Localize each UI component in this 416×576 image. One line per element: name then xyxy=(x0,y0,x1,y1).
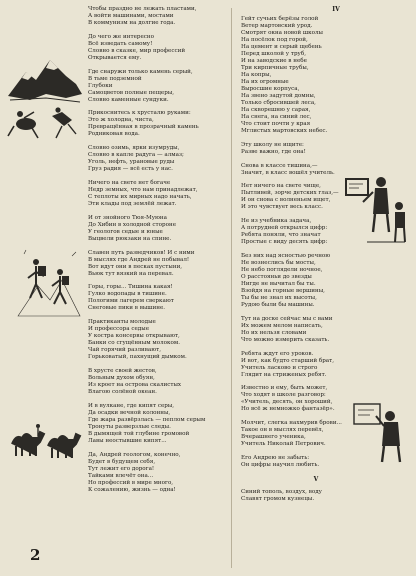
verse-line: И на заводские в небе xyxy=(241,58,307,64)
verse-line: Известно и ему, быть может, xyxy=(241,385,328,392)
verse-line: Вот идут они в песках пустыни, xyxy=(88,263,183,270)
verse-line: Да осадки вечной колонны, xyxy=(88,409,171,416)
verse-line: Уголь, нефть, урановые руды xyxy=(88,159,175,166)
verse-line: Молчит, слегка нахмурив брови... xyxy=(241,420,342,427)
stanza xyxy=(241,16,391,135)
verse-line: Самоцветов полные пещеры, xyxy=(88,89,175,96)
stanza xyxy=(88,250,220,278)
verse-line: Выросшие корпуса, xyxy=(241,86,300,92)
verse-line: И профессора седые xyxy=(88,326,149,333)
verse-line: В хрусте своей жестов, xyxy=(88,367,157,374)
verse-line: На их огромные xyxy=(241,79,289,85)
stanza xyxy=(88,180,220,208)
verse-line: Но профессий в мире много, xyxy=(88,479,174,486)
verse-line: Его Андрею не забыть: xyxy=(241,454,310,461)
verse-line: Нет ничего на свете чище, xyxy=(241,183,321,190)
verse-line: Их можем мелом написать, xyxy=(241,322,323,329)
verse-line: В дымящей той глубине громовой xyxy=(88,430,190,437)
verse-line: Эти клады под землёй лежат. xyxy=(88,200,177,207)
stanza xyxy=(88,34,220,62)
verse-line: Словно озимь, ярки изумруды, xyxy=(88,145,180,152)
verse-line: Всё изведать самому! xyxy=(88,40,153,47)
verse-line: Из кроет на острова скалистых xyxy=(88,381,182,388)
verse-line: Словно в капле радуга — алмаз; xyxy=(88,152,184,159)
verse-line: И в вулкане, где кипят серы, xyxy=(88,402,175,409)
verse-line: Практиканты молодые xyxy=(88,319,156,326)
verse-line: И это чувствует весь класс. xyxy=(241,204,323,211)
verse-line: В коммунизм на долгие года. xyxy=(88,20,176,26)
verse-line: Вчерашнего ученика, xyxy=(241,434,306,441)
verse-line: Где жара развёрзлась — пеплом серым xyxy=(88,416,206,423)
verse-line: Учитель ласково и строго xyxy=(241,364,318,371)
mountain-climbers-illustration xyxy=(6,54,84,140)
verse-line: Где снаружи только камень серый, xyxy=(88,68,193,75)
verse-line: У костра консервы открывают, xyxy=(88,333,180,340)
stanza xyxy=(241,183,391,211)
verse-line: Рудою были бы машины. xyxy=(241,301,315,308)
verse-line: До чего же интересно xyxy=(88,33,154,40)
verse-line: Пологими лагерем сверкают xyxy=(88,298,174,305)
verse-line: А войти машинами, мостами xyxy=(88,13,174,19)
verse-line: Взойдя на горные вершины, xyxy=(241,287,325,294)
verse-line: Тронуты разверзлые следы. xyxy=(88,423,171,430)
verse-line: Славен путь разведчиков! И с ними xyxy=(88,249,195,256)
stanza xyxy=(88,69,220,104)
stanza xyxy=(241,253,391,309)
verse-line: А потрудней открылся цифр: xyxy=(241,225,328,232)
verse-line: На цемент и серый щебень xyxy=(241,44,322,50)
verse-line: Ребята ждут его уроков. xyxy=(241,350,314,357)
stanza xyxy=(88,403,220,445)
verse-line: Славят громом кузнецы. xyxy=(241,495,315,502)
stanza xyxy=(88,215,220,243)
verse-line: Банки со сгущённым молоком. xyxy=(88,340,180,347)
verse-line: Будет в будущем себя, xyxy=(88,458,156,465)
verse-line: На скворешню у сарая, xyxy=(241,107,311,113)
verse-line: Гулко водопады в тишине. xyxy=(88,291,167,298)
stanza xyxy=(241,351,391,379)
verse-line: Словно каменные сундуки. xyxy=(88,96,169,103)
verse-line: Гейт сучьих берёзы голой xyxy=(241,16,319,22)
stanza xyxy=(88,145,220,173)
verse-line: Разве важно, где она! xyxy=(241,148,306,155)
verse-line: Тайками влечёт она... xyxy=(88,472,154,479)
section-numeral: V xyxy=(313,475,319,483)
right-poem-column xyxy=(241,6,391,510)
verse-line: До Хибин в холодной стороне xyxy=(88,221,177,228)
verse-line: Превращённая в прозрачный камень xyxy=(88,124,199,131)
verse-line: Перед школой у труб, xyxy=(241,51,306,57)
verse-line: Родниковая вода. xyxy=(88,131,140,138)
stanza xyxy=(241,455,391,469)
verse-line: Простые с виду десять цифр: xyxy=(241,239,328,246)
stanza xyxy=(88,368,220,396)
verse-line: Такое он в мыслях перевёл, xyxy=(241,427,324,434)
verse-line: И вот, как будто старший брат, xyxy=(241,357,335,364)
verse-line: Но всё ж немножко фантазёр». xyxy=(241,406,335,413)
camel-caravan-illustration xyxy=(8,420,84,460)
verse-line: На снега, на синий лес, xyxy=(241,114,312,120)
verse-line: Он цифры научил любить. xyxy=(241,461,320,468)
verse-line: Учитель Николай Петрович. xyxy=(241,441,326,448)
verse-line: Только сбросившей леса, xyxy=(241,100,316,106)
verse-line: О расстояньи до звезды xyxy=(241,273,312,280)
column-gutter xyxy=(231,8,232,568)
verse-line: И он снова с волненьем ищет, xyxy=(241,197,331,204)
verse-line: И от знойного Тюя-Муюна xyxy=(88,214,167,221)
verse-line: Это ж холодна, чиста, xyxy=(88,117,154,124)
verse-line: У геологов седые и юные xyxy=(88,228,163,235)
verse-line: Без них над ясностью речною xyxy=(241,252,331,259)
verse-line: Словно в сказке, мир профессий xyxy=(88,47,186,54)
verse-line: К сожалению, жизнь — одна! xyxy=(88,486,176,493)
verse-line: Ничего на свете нет богаче xyxy=(88,179,171,186)
verse-line: Значит, в класс вошёл учитель. xyxy=(241,169,335,176)
verse-line: Нигде не вычитал бы ты. xyxy=(241,280,316,287)
verse-line: Чтобы праздно не лежать пластами, xyxy=(88,6,197,12)
verse-line: Выцвели рюкзаки на спине. xyxy=(88,235,172,242)
verse-line: С теплоты их мирных надо начать, xyxy=(88,193,192,200)
page-number: 2 xyxy=(30,546,41,564)
verse-line: Ребята поняли, что значат xyxy=(241,232,321,239)
stanza xyxy=(241,218,391,246)
verse-line: Груз радия — всё есть у нас. xyxy=(88,166,173,173)
verse-line: Горы, горы... Тишина какая! xyxy=(88,284,173,291)
verse-line: Что ходят в школе разговор: xyxy=(241,392,326,399)
verse-line: Что можно измерить сказать. xyxy=(241,336,330,343)
stanza xyxy=(241,385,391,413)
verse-line: В тьме подземной xyxy=(88,75,142,82)
verse-line: Не небо поглядели ночное, xyxy=(241,266,323,273)
stanza xyxy=(88,284,220,312)
verse-line: Ты бы не знал их высоты, xyxy=(241,294,317,301)
verse-line: Пытливей, зорче детских глаз,— xyxy=(241,190,339,197)
verse-line: Не вознеслись бы мосты, xyxy=(241,259,316,266)
verse-line: Синий тополь, воздух, воду xyxy=(241,488,322,495)
verse-line: Тут лежит его дорога! xyxy=(88,465,155,472)
verse-line: В мыслях где Андрей не побывал! xyxy=(88,256,190,263)
verse-line: Прикоснитесь к хрусталю руками: xyxy=(88,110,191,117)
stanza xyxy=(241,420,391,448)
hiking-geologists-illustration xyxy=(14,246,84,318)
verse-line: Лавы неостывшие кипят... xyxy=(88,437,167,444)
verse-line: Ветер мартовский урод. xyxy=(241,23,313,29)
stanza xyxy=(241,142,391,156)
verse-line: Смотрят окна новой школы xyxy=(241,30,323,36)
verse-line: Мглистых мартовских небес. xyxy=(241,128,328,134)
verse-line: Влагою солёной океан. xyxy=(88,388,157,395)
verse-line: Глубоки xyxy=(88,82,113,89)
verse-line: «Учитель, десять, он хороший, xyxy=(241,399,333,406)
verse-line: Три кирпичные трубы, xyxy=(241,65,309,71)
verse-line: Горьковатый, пахнущий дымком. xyxy=(88,354,187,361)
verse-line: На посёлок под горой, xyxy=(241,37,308,43)
verse-line: Тут на доске сейчас мы с вами xyxy=(241,315,333,322)
verse-line: Не из учебника задача, xyxy=(241,218,312,225)
left-poem-column xyxy=(88,6,220,500)
verse-line: Недр земных, что нам принадлежат, xyxy=(88,186,198,193)
stanza xyxy=(88,110,220,138)
verse-line: Да, Андрей геологом, конечно, xyxy=(88,451,181,458)
verse-line: Чай горячий разливают, xyxy=(88,347,161,354)
stanza xyxy=(88,319,220,361)
verse-line: На копры, xyxy=(241,72,272,78)
verse-line: Но их нельзя словами xyxy=(241,329,307,336)
verse-line: Вольным духом обуян, xyxy=(88,374,155,381)
verse-line: Снеговые пики в вышине. xyxy=(88,305,166,312)
verse-line: Глядит на стриженых ребят. xyxy=(241,371,327,378)
section-numeral: IV xyxy=(332,6,340,13)
stanza xyxy=(88,452,220,494)
verse-line: Открывается ему. xyxy=(88,54,142,61)
stanza xyxy=(241,316,391,344)
stanza xyxy=(241,163,391,177)
stanza xyxy=(88,6,220,27)
verse-line: Что стоит почти у края xyxy=(241,121,311,127)
verse-line: На звено задутой домны, xyxy=(241,93,316,99)
stanza xyxy=(241,489,391,503)
verse-line: Эту школу не ищите: xyxy=(241,141,304,148)
verse-line: Вьюк тут вязкий на перевал. xyxy=(88,270,174,277)
verse-line: Снова в классе тишина,— xyxy=(241,162,318,169)
